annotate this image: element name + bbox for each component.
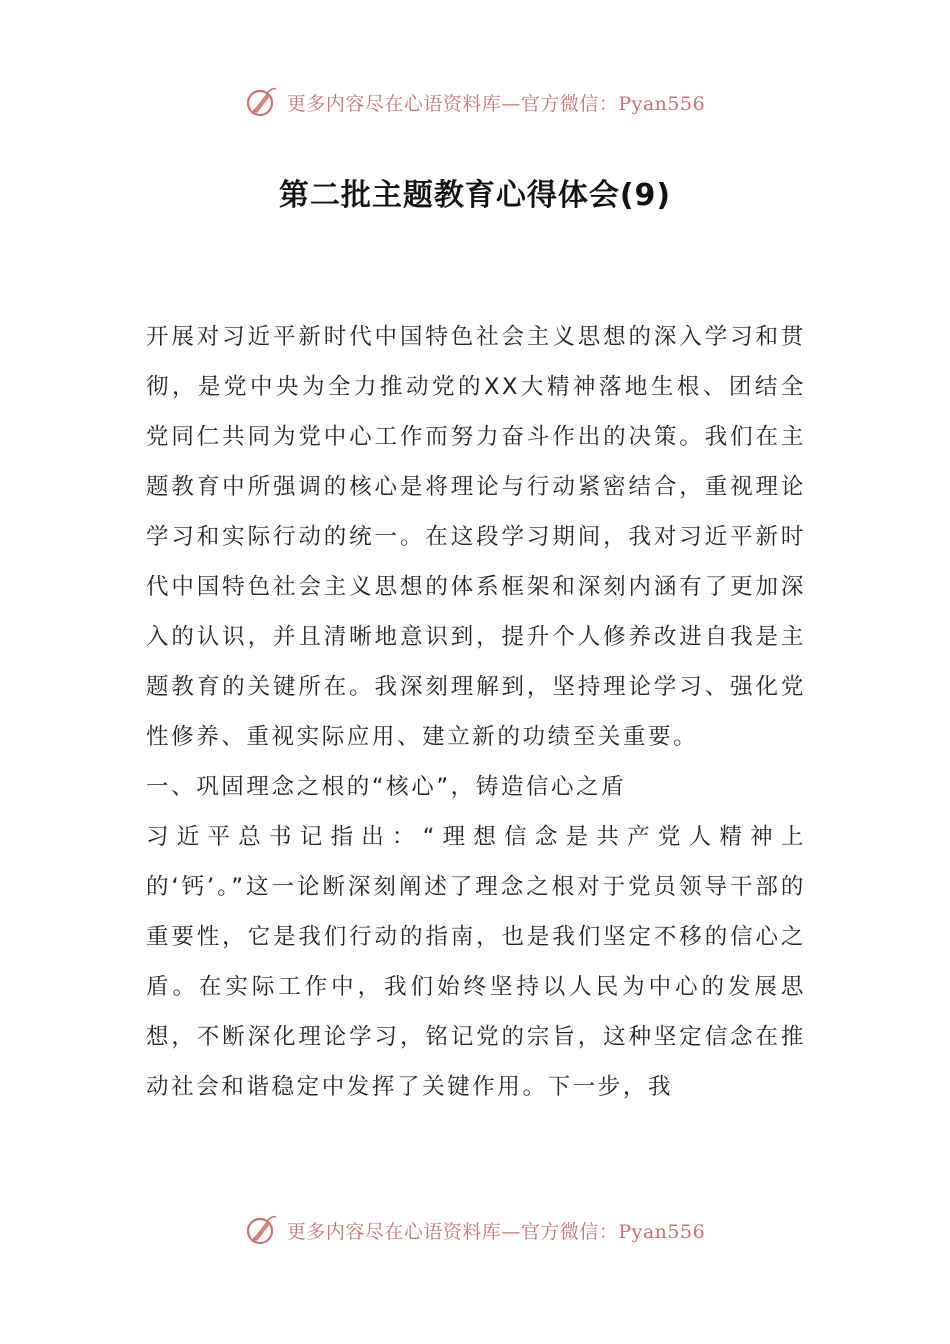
body-paragraph: 习近平总书记指出：“理想信念是共产党人精神上的‘钙’。”这一论断深刻阐述了理念之根对于党员领导干部的重要性，它是我们行动的指南，也是我们坚定不移的信心之盾。在实际工作中，我们始终坚持以人民为中心的发展思想，不断深化理论学习，铭记党的宗旨，这种坚定信念在推动社会和谐稳定中发挥了关键作用。下一步，我: [146, 824, 806, 1100]
pen-circle-logo-icon: [245, 1213, 279, 1247]
watermark-text: 更多内容尽在心语资料库—官方微信：Pyan556: [286, 1220, 706, 1243]
body-paragraph: 开展对习近平新时代中国特色社会主义思想的深入学习和贯彻，是党中央为全力推动党的XX大精神落地生根、团结全党同仁共同为党中心工作而努力奋斗作出的决策。我们在主题教育中所强调的核心是将理论与行动紧密结合，重视理论学习和实际行动的统一。在这段学习期间，我对习近平新时代中国特色社会主义思想的体系框架和深刻内涵有了更加深入的认识，并且清晰地意识到，提升个人修养改进自我是主题教育的关键所在。我深刻理解到，坚持理论学习、强化党性修养、重视实际应用、建立新的功绩至关重要。: [146, 324, 806, 750]
document-body: [146, 312, 806, 1112]
pen-circle-logo-icon: [245, 85, 279, 119]
watermark-text: 更多内容尽在心语资料库—官方微信：Pyan556: [286, 92, 706, 115]
header-watermark: [0, 82, 950, 122]
footer-watermark: [0, 1210, 950, 1250]
page-title: 第二批主题教育心得体会(9): [278, 178, 672, 213]
section-heading: 一、巩固理念之根的“核心”，铸造信心之盾: [146, 774, 627, 800]
